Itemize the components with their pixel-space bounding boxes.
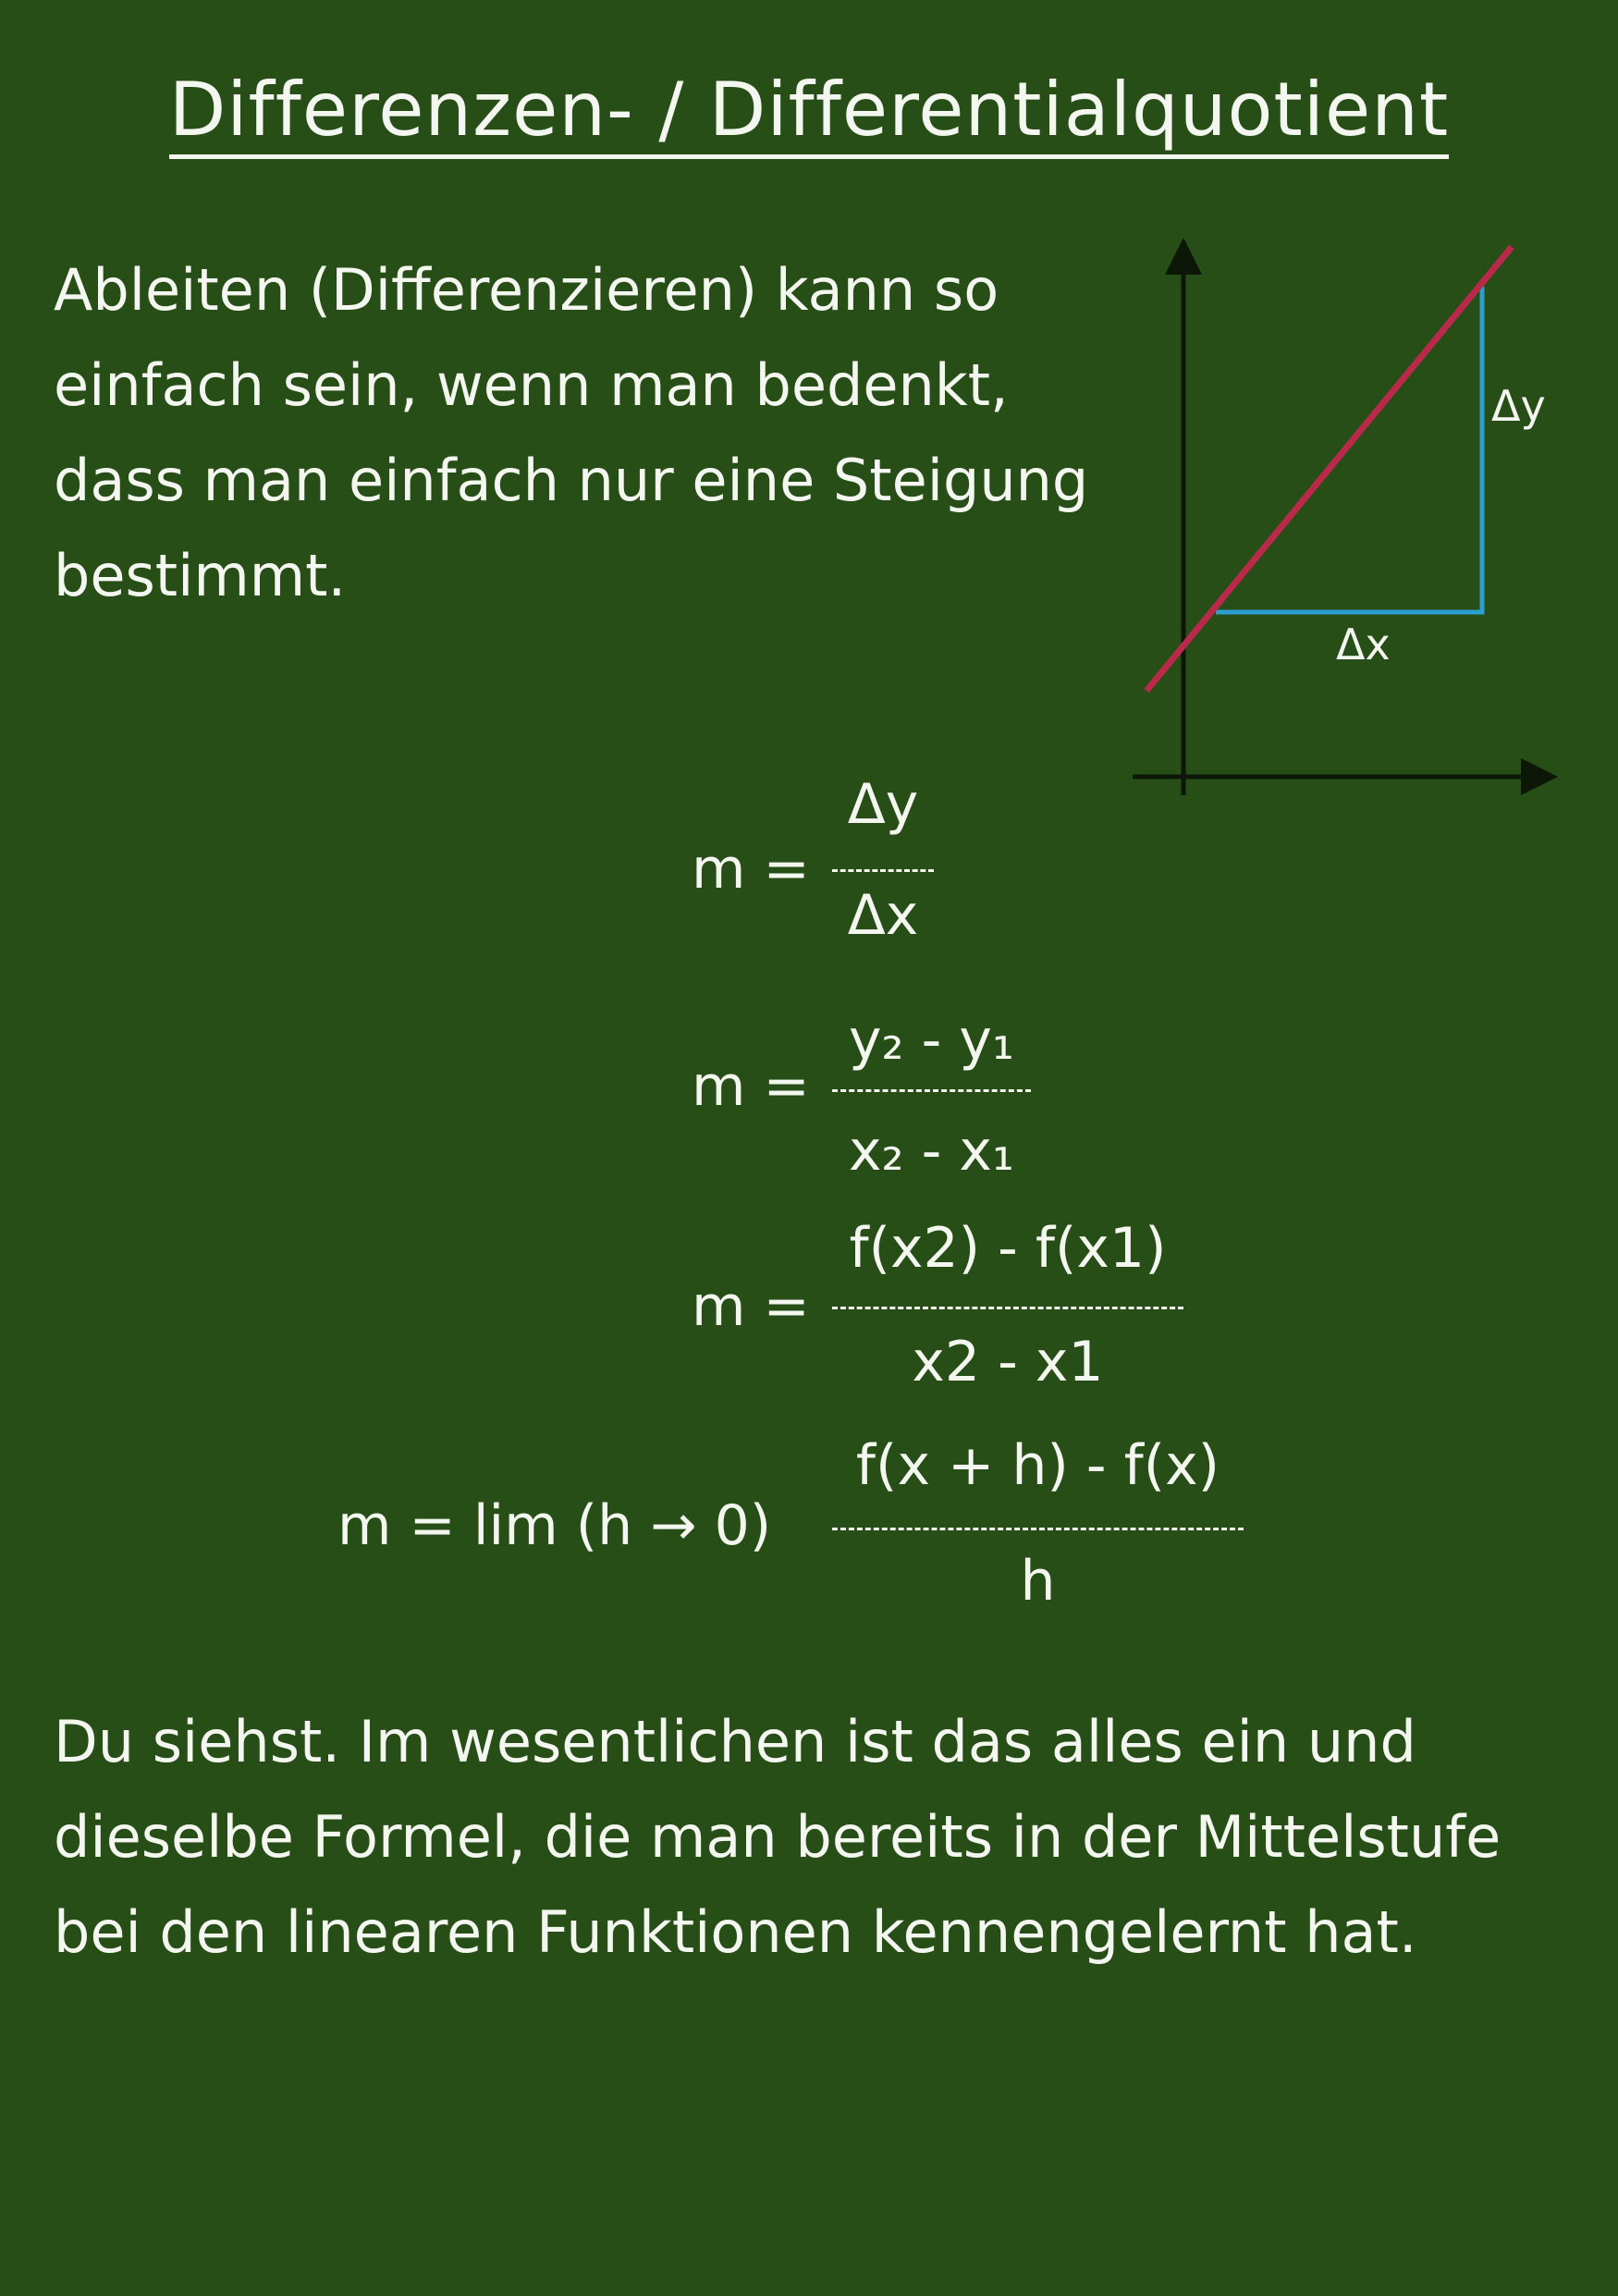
formula-1-numerator: Δy [847, 772, 919, 837]
formula-4-lhs: m = lim (h → 0) [337, 1493, 772, 1558]
page-title [0, 67, 1618, 153]
formula-4-fraction [832, 1433, 1244, 1618]
intro-paragraph: Ableiten (Differenzieren) kann so einfach sein, wenn man bedenkt, dass man einfach nur eine Steigung bestimmt. [54, 256, 1089, 609]
page-title-text: Differenzen- / Differentialquotient [169, 67, 1450, 159]
delta-y-label: Δy [1491, 381, 1546, 431]
formula-2-bar [832, 1089, 1031, 1092]
formula-3-bar [832, 1307, 1183, 1309]
formula-1-denominator: Δx [847, 883, 919, 948]
conclusion-paragraph: Du siehst. Im wesentlichen ist das alles ein und dieselbe Formel, die man bereits in der Mittelstufe bei den linearen Funktionen kennengelernt hat. [54, 1708, 1502, 1966]
formula-3-numerator: f(x2) - f(x1) [849, 1216, 1167, 1281]
formula-1-fraction [832, 772, 934, 957]
formula-4-denominator: h [1020, 1549, 1056, 1614]
formula-4-bar [832, 1528, 1244, 1530]
formula-2-denominator: x₂ - x₁ [849, 1119, 1014, 1184]
formula-4-numerator: f(x + h) - f(x) [855, 1433, 1220, 1498]
formula-1-lhs: m = [692, 837, 810, 902]
formula-3-fraction [832, 1216, 1183, 1401]
formula-3-denominator: x2 - x1 [912, 1330, 1104, 1394]
slope-diagram [1133, 236, 1558, 809]
secant-line [1146, 247, 1512, 691]
formula-2-numerator: y₂ - y₁ [849, 1008, 1014, 1073]
formula-3-lhs: m = [692, 1274, 810, 1339]
formula-2-fraction [832, 1008, 1031, 1193]
formula-1-bar [832, 869, 934, 872]
delta-x-label: Δx [1336, 620, 1391, 669]
formula-2-lhs: m = [692, 1054, 810, 1119]
